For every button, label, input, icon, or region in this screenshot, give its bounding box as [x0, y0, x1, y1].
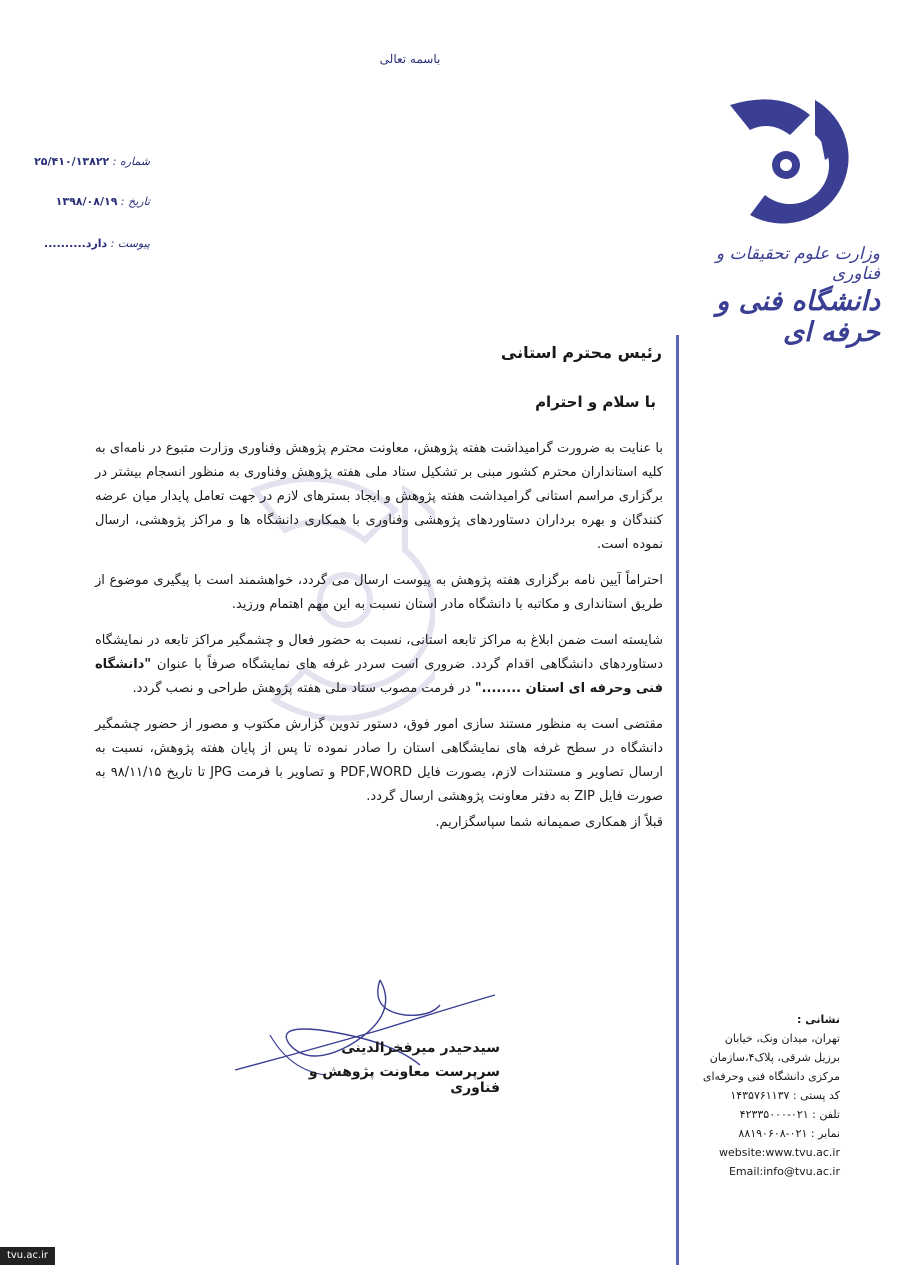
phone-number: تلفن : ۰۲۱-۴۲۳۳۵۰۰۰: [739, 1108, 840, 1121]
university-name: دانشگاه فنی و حرفه ای: [716, 286, 880, 348]
signer-title: سرپرست معاونت پژوهش و فناوری: [308, 1064, 500, 1096]
signer-name: سیدحیدر میرفخرالدینی: [341, 1040, 500, 1056]
paragraph-3-start: شایسته است ضمن ابلاغ به مراکز تابعه استانی، نسبت به حضور فعال و چشمگیر مراکز تابعه در نمایشگاه دستاوردهای دانشگاهی اقدام گردد. ضروری است سردر غرفه های نمایشگاه صرفاً با عنوان: [95, 633, 663, 672]
letter-date: [30, 195, 150, 208]
fax-number: نمابر : ۰۲۱-۸۸۱۹۰۶۰۸: [738, 1127, 840, 1140]
letter-date-label: تاریخ :: [120, 195, 150, 208]
letter-attachment: [30, 237, 150, 250]
address-block: [700, 1010, 840, 1181]
attachment-label: پیوست :: [110, 237, 150, 250]
paragraph-3-end: در فرمت مصوب ستاد ملی هفته پژوهش طراحی و نصب گردد.: [132, 681, 475, 696]
letter-number-value: ۲۵/۴۱۰/۱۳۸۲۲: [34, 155, 110, 168]
paragraph-3-title: "دانشگاه فنی وحرفه ای استان ........": [95, 657, 663, 696]
address-line-2: برزیل شرقی، پلاک۴،سازمان: [709, 1051, 840, 1064]
letter-body: [95, 437, 663, 847]
paragraph-3: [95, 629, 663, 701]
paragraph-1: با عنایت به ضرورت گرامیداشت هفته پژوهش، معاونت محترم پژوهش وفناوری وزارت متبوع در نامه‌ای به کلیه استانداران محترم کشور مبنی بر تشکیل ستاد ملی هفته پژوهش وفناوری به منظور انسجام بیشتر در برگزاری مراسم استانی گرامیداشت هفته پژوهش و ایجاد بسترهای لازم در جهت تعامل پایدار میان عرضه کنندگان و بهره برداران دستاوردهای پژوهشی وفناوری با همکاری دانشگاه ها و مراکز پژوهشی، ارسال نموده است.: [95, 441, 663, 552]
paragraph-5: قبلاً از همکاری صمیمانه شما سپاسگزاریم.: [435, 815, 663, 830]
address-line-1: تهران، میدان ونک، خیابان: [724, 1032, 840, 1045]
site-badge: tvu.ac.ir: [0, 1247, 55, 1265]
letter-number-label: شماره :: [112, 155, 150, 168]
margin-rule: [676, 335, 679, 1265]
greeting: با سلام و احترام: [535, 393, 656, 411]
paragraph-4: مقتضی است به منظور مستند سازی امور فوق، دستور تدوین گزارش مکتوب و مصور از حضور چشمگیر دانشگاه در سطح غرفه های نمایشگاهی استان را صادر نموده تا پس از پایان هفته پژوهش، نسبت به ارسال تصاویر و مستندات لازم، بصورت فایل PDF,WORD و تصاویر با فرمت JPG تا تاریخ ۹۸/۱۱/۱۵ به صورت فایل ZIP به دفتر معاونت پژوهشی ارسال گردد.: [95, 717, 664, 804]
email-link[interactable]: Email:info@tvu.ac.ir: [728, 1165, 840, 1178]
letter-date-value: ۱۳۹۸/۰۸/۱۹: [55, 195, 118, 208]
paragraph-2: احتراماً آیین نامه برگزاری هفته پژوهش به پیوست ارسال می گردد، خواهشمند است با پیگیری موضوع از طریق استانداری و مکاتبه با دانشگاه مادر استان نسبت به این مهم اهتمام ورزید.: [95, 573, 663, 612]
university-logo: [720, 95, 850, 230]
postal-code: کد پستی : ۱۴۳۵۷۶۱۱۳۷: [730, 1089, 840, 1102]
address-label: نشانی :: [797, 1013, 840, 1026]
address-line-3: مرکزی دانشگاه فنی وحرفه‌ای: [702, 1070, 840, 1083]
ministry-name: وزارت علوم تحقیقات و فناوری: [715, 244, 880, 284]
letter-number: [30, 155, 150, 168]
attachment-value: دارد..........: [44, 237, 108, 250]
recipient: رئیس محترم استانی: [500, 343, 662, 362]
website-link[interactable]: website:www.tvu.ac.ir: [719, 1146, 840, 1159]
basmala: باسمه تعالی: [379, 52, 441, 66]
